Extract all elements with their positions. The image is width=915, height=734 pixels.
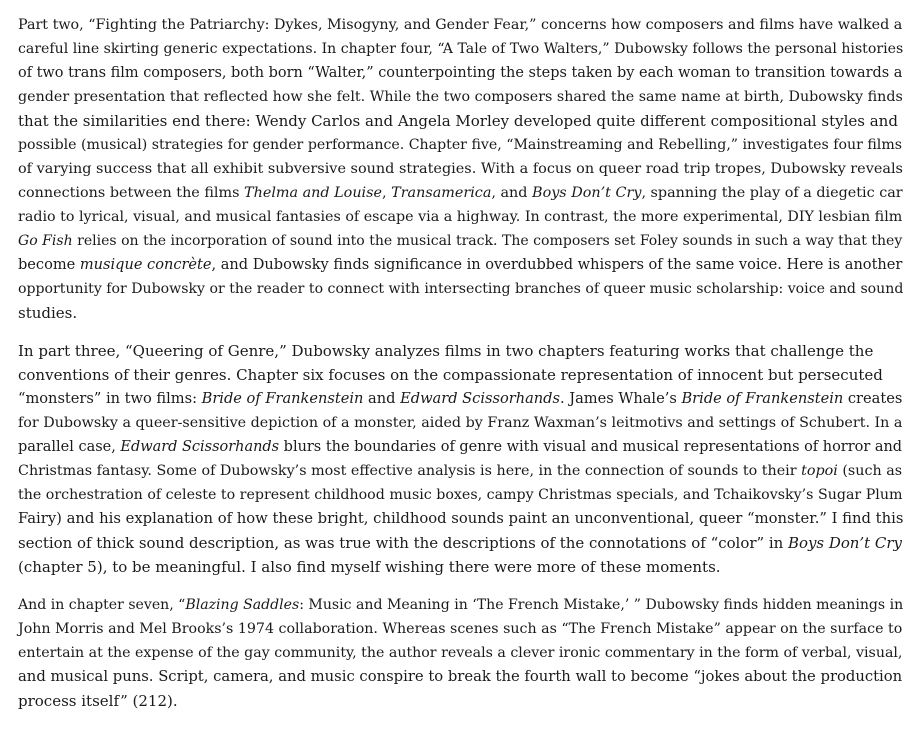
text-line bbox=[18, 339, 897, 363]
text-run: and musical puns. Script, camera, and music conspire to break the fourth wall to become “jokes about the production bbox=[18, 668, 903, 685]
text-line bbox=[18, 229, 903, 253]
text-line bbox=[18, 507, 904, 531]
text-line bbox=[18, 205, 903, 229]
text-run: conventions of their genres. Chapter six focuses on the compassionate representation of innocent but persecuted bbox=[18, 366, 883, 384]
italic-title-text: Edward Scissorhands bbox=[400, 390, 560, 407]
text-run: relies on the incorporation of sound into the musical track. The composers set Foley sounds in such a way that they bbox=[72, 233, 903, 249]
text-run: , spanning the play of a diegetic car bbox=[641, 185, 903, 201]
italic-title-text: Boys Don’t Cry bbox=[788, 534, 902, 552]
text-line bbox=[18, 37, 904, 61]
text-line bbox=[18, 109, 897, 133]
text-run: that the similarities end there: Wendy Carlos and Angela Morley developed quite different compositional styles and bbox=[18, 112, 898, 130]
text-line bbox=[18, 483, 903, 507]
italic-title-text: Blazing Saddles bbox=[185, 597, 300, 613]
italic-title-text: Transamerica bbox=[391, 185, 492, 201]
text-run: , and bbox=[491, 185, 533, 201]
text-run: Fairy) and his explanation of how these bright, childhood sounds paint an unconventional, queer “monster.” I find this bbox=[18, 510, 904, 527]
text-line bbox=[18, 13, 903, 37]
text-run: radio to lyrical, visual, and musical fantasies of escape via a highway. In contrast, the more experimental, DIY lesbian film bbox=[18, 209, 903, 225]
italic-title-text: Go Fish bbox=[18, 233, 73, 249]
italic-title-text: Thelma and Louise bbox=[244, 185, 382, 201]
text-run: section of thick sound description, as was true with the descriptions of the connotations of “color” in bbox=[18, 534, 789, 552]
italic-title-text: musique concrète bbox=[79, 256, 212, 273]
paragraph-chapter-seven bbox=[18, 593, 904, 713]
text-run: creates bbox=[843, 390, 903, 407]
text-run: “monsters” in two films: bbox=[18, 390, 202, 407]
text-line bbox=[18, 411, 903, 435]
text-line bbox=[18, 363, 897, 387]
text-run: studies. bbox=[18, 304, 78, 322]
text-line bbox=[18, 387, 903, 411]
text-line bbox=[18, 531, 902, 555]
text-line bbox=[18, 133, 902, 157]
italic-title-text: Bride of Frankenstein bbox=[201, 390, 364, 407]
text-run: . James Whale’s bbox=[559, 390, 682, 407]
italic-title-text: Boys Don’t Cry bbox=[532, 185, 642, 201]
italic-title-text: Edward Scissorhands bbox=[120, 439, 280, 455]
text-run: gender presentation that reflected how she felt. While the two composers shared the same name at birth, Dubowsky finds bbox=[18, 89, 903, 105]
paragraph-part-two bbox=[18, 13, 904, 325]
text-run: blurs the boundaries of genre with visual and musical representations of horror and bbox=[279, 439, 903, 455]
text-line bbox=[18, 641, 903, 665]
text-line bbox=[18, 181, 903, 205]
text-run: (such as bbox=[837, 463, 903, 479]
text-run: And in chapter seven, “ bbox=[18, 597, 186, 613]
text-run: John Morris and Mel Brooks’s 1974 collaboration. Whereas scenes such as “The French Mistake” appear on the surface to bbox=[18, 621, 903, 637]
italic-title-text: topoi bbox=[801, 463, 838, 479]
text-line bbox=[18, 459, 903, 483]
text-run: entertain at the expense of the gay community, the author reveals a clever ironic commentary in the form of verbal, visual, bbox=[18, 645, 903, 661]
paragraph-part-three bbox=[18, 339, 904, 579]
text-line bbox=[18, 61, 903, 85]
text-line bbox=[18, 277, 904, 301]
text-run: In part three, “Queering of Genre,” Dubowsky analyzes films in two chapters featuring works that challenge the bbox=[18, 342, 874, 360]
text-run: process itself” (212). bbox=[18, 692, 178, 710]
text-run: become bbox=[18, 256, 80, 273]
text-run: of two trans film composers, both born “Walter,” counterpointing the steps taken by each woman to transition towards a bbox=[18, 65, 903, 81]
text-run: possible (musical) strategies for gender performance. Chapter five, “Mainstreaming and Rebelling,” investigates four films bbox=[18, 137, 902, 153]
text-run: Part two, “Fighting the Patriarchy: Dykes, Misogyny, and Gender Fear,” concerns how composers and films have walked a bbox=[18, 17, 903, 33]
text-run: Christmas fantasy. Some of Dubowsky’s most effective analysis is here, in the connection of sounds to their bbox=[18, 463, 802, 479]
text-run: opportunity for Dubowsky or the reader to connect with intersecting branches of queer music scholarship: voice and sound bbox=[18, 281, 904, 297]
text-run: parallel case, bbox=[18, 439, 121, 455]
text-run: , and Dubowsky finds significance in overdubbed whispers of the same voice. Here is another bbox=[211, 256, 903, 273]
text-run: (chapter 5), to be meaningful. I also find myself wishing there were more of these moments. bbox=[18, 558, 721, 576]
text-run: connections between the films bbox=[18, 185, 245, 201]
text-line bbox=[18, 665, 903, 689]
text-run: for Dubowsky a queer-sensitive depiction of a monster, aided by Franz Waxman’s leitmotivs and settings of Schubert. In a bbox=[18, 415, 903, 431]
text-line bbox=[18, 555, 897, 579]
text-line bbox=[18, 689, 897, 713]
text-line bbox=[18, 301, 897, 325]
text-run: , bbox=[382, 185, 392, 201]
text-line bbox=[18, 157, 903, 181]
text-line bbox=[18, 593, 904, 617]
text-line bbox=[18, 253, 903, 277]
text-run: careful line skirting generic expectations. In chapter four, “A Tale of Two Walters,” Dubowsky follows the personal histories bbox=[18, 41, 904, 57]
text-run: and bbox=[363, 390, 401, 407]
text-run: of varying success that all exhibit subversive sound strategies. With a focus on queer road trip tropes, Dubowsky reveals bbox=[18, 161, 903, 177]
italic-title-text: Bride of Frankenstein bbox=[681, 390, 844, 407]
text-run: the orchestration of celeste to represent childhood music boxes, campy Christmas specials, and Tchaikovsky’s Sugar Plum bbox=[18, 487, 903, 503]
text-run: : Music and Meaning in ‘The French Mistake,’ ” Dubowsky finds hidden meanings in bbox=[299, 597, 904, 613]
text-line bbox=[18, 435, 903, 459]
text-line bbox=[18, 617, 903, 641]
text-line bbox=[18, 85, 903, 109]
